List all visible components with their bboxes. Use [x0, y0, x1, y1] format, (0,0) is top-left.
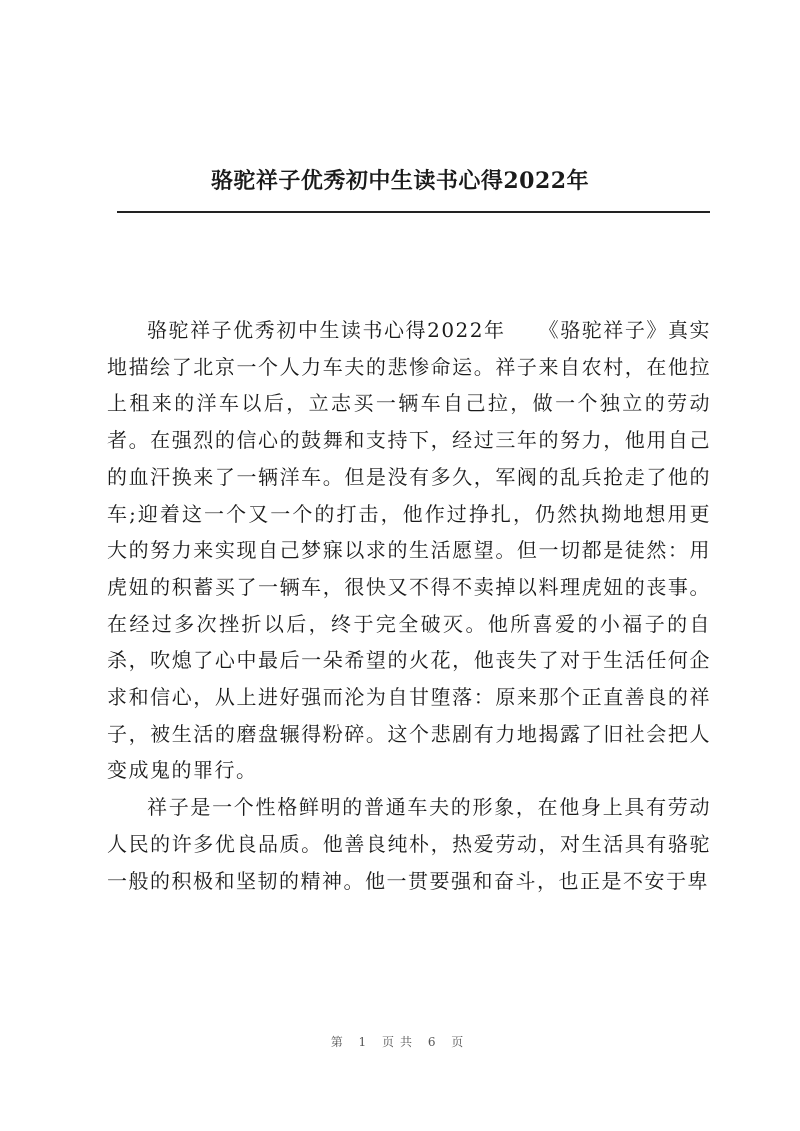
title-divider	[117, 211, 710, 213]
document-title: 骆驼祥子优秀初中生读书心得2022年	[210, 168, 590, 194]
document-body	[107, 312, 711, 899]
body-paragraph: 骆驼祥子优秀初中生读书心得2022年 《骆驼祥子》真实地描绘了北京一个人力车夫的悲惨命运。祥子来自农村，在他拉上租来的洋车以后，立志买一辆车自己拉，做一个独立的劳动者。在强烈的信心的鼓舞和支持下，经过三年的努力，他用自己的血汗换来了一辆洋车。但是没有多久，军阀的乱兵抢走了他的车;迎着这一个又一个的打击，他作过挣扎，仍然执拗地想用更大的努力来实现自己梦寐以求的生活愿望。但一切都是徒然：用虎妞的积蓄买了一辆车，很快又不得不卖掉以料理虎妞的丧事。在经过多次挫折以后，终于完全破灭。他所喜爱的小福子的自杀，吹熄了心中最后一朵希望的火花，他丧失了对于生活任何企求和信心，从上进好强而沦为自甘堕落：原来那个正直善良的祥子，被生活的磨盘辗得粉碎。这个悲剧有力地揭露了旧社会把人变成鬼的罪行。	[107, 318, 711, 783]
page-number-footer: 第 1 页共 6 页	[330, 1035, 470, 1049]
body-paragraph: 祥子是一个性格鲜明的普通车夫的形象，在他身上具有劳动人民的许多优良品质。他善良纯朴，热爱劳动，对生活具有骆驼一般的积极和坚韧的精神。他一贯要强和奋斗，也正是不安于卑	[107, 795, 711, 893]
